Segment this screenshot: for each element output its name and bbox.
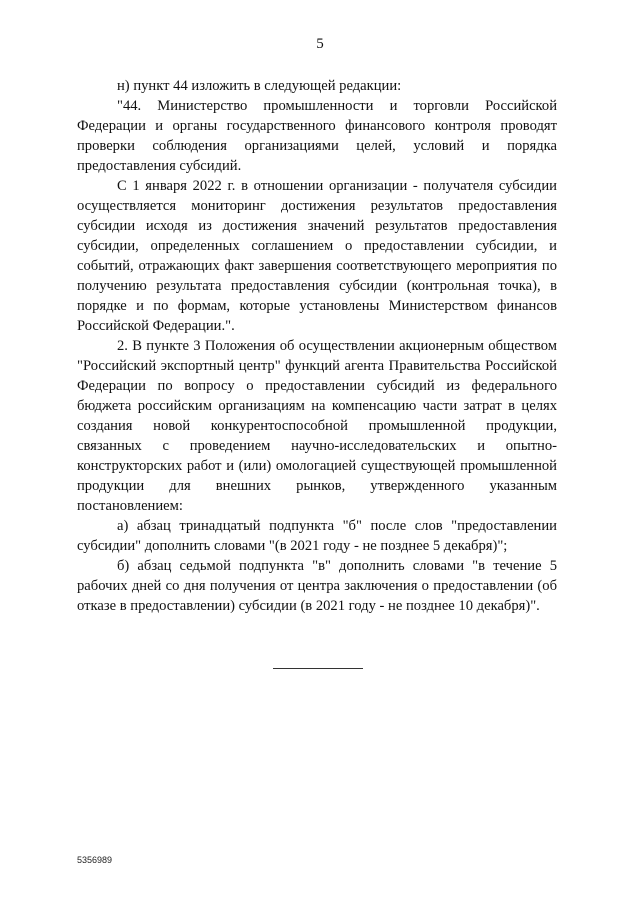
paragraph-monitoring-text: С 1 января 2022 г. в отношении организации - получателя субсидии осуществляется мониторинг достижения результатов предоставления субсидии исходя из достижения значений результатов предоставления субсидии, определенных соглашением о предоставлении субсидии, и событий, отражающих факт завершения соответствующего мероприятия по получению результата предоставления субсидии (контрольная точка), в порядке и по формам, которые установлены Министерством финансов Российской Федерации.".	[77, 178, 557, 334]
paragraph-point-44-text: "44. Министерство промышленности и торговли Российской Федерации и органы государственного финансового контроля проводят проверки соблюдения организациями целей, условий и порядка предоставления субсидий.	[77, 98, 557, 174]
paragraph-item-n-intro: н) пункт 44 изложить в следующей редакции:	[117, 78, 402, 94]
paragraph-subclause-b: б) абзац седьмой подпункта "в" дополнить словами "в течение 5 рабочих дней со дня получения от центра заключения о предоставлении (об отказе в предоставлении) субсидии (в 2021 году - не позднее 10 декабря)".	[77, 558, 557, 614]
document-code: 5356989	[77, 855, 113, 865]
paragraph-subclause-a: а) абзац тринадцатый подпункта "б" после слов "предоставлении субсидии" дополнить словами "(в 2021 году - не позднее 5 декабря)";	[77, 518, 557, 554]
page-number: 5	[316, 36, 324, 52]
document-body	[77, 76, 557, 616]
end-separator-line	[273, 668, 363, 669]
paragraph-clause-2: 2. В пункте 3 Положения об осуществлении акционерным обществом "Российский экспортный центр" функций агента Правительства Российской Федерации по вопросу о предоставлении субсидий из федерального бюджета российским организациям на компенсацию части затрат в целях создания новой конкурентоспособной промышленной продукции, связанных с проведением научно-исследовательских и опытно-конструкторских работ и (или) омологацией существующей промышленной продукции для внешних рынков, утвержденного указанным постановлением:	[77, 338, 557, 514]
